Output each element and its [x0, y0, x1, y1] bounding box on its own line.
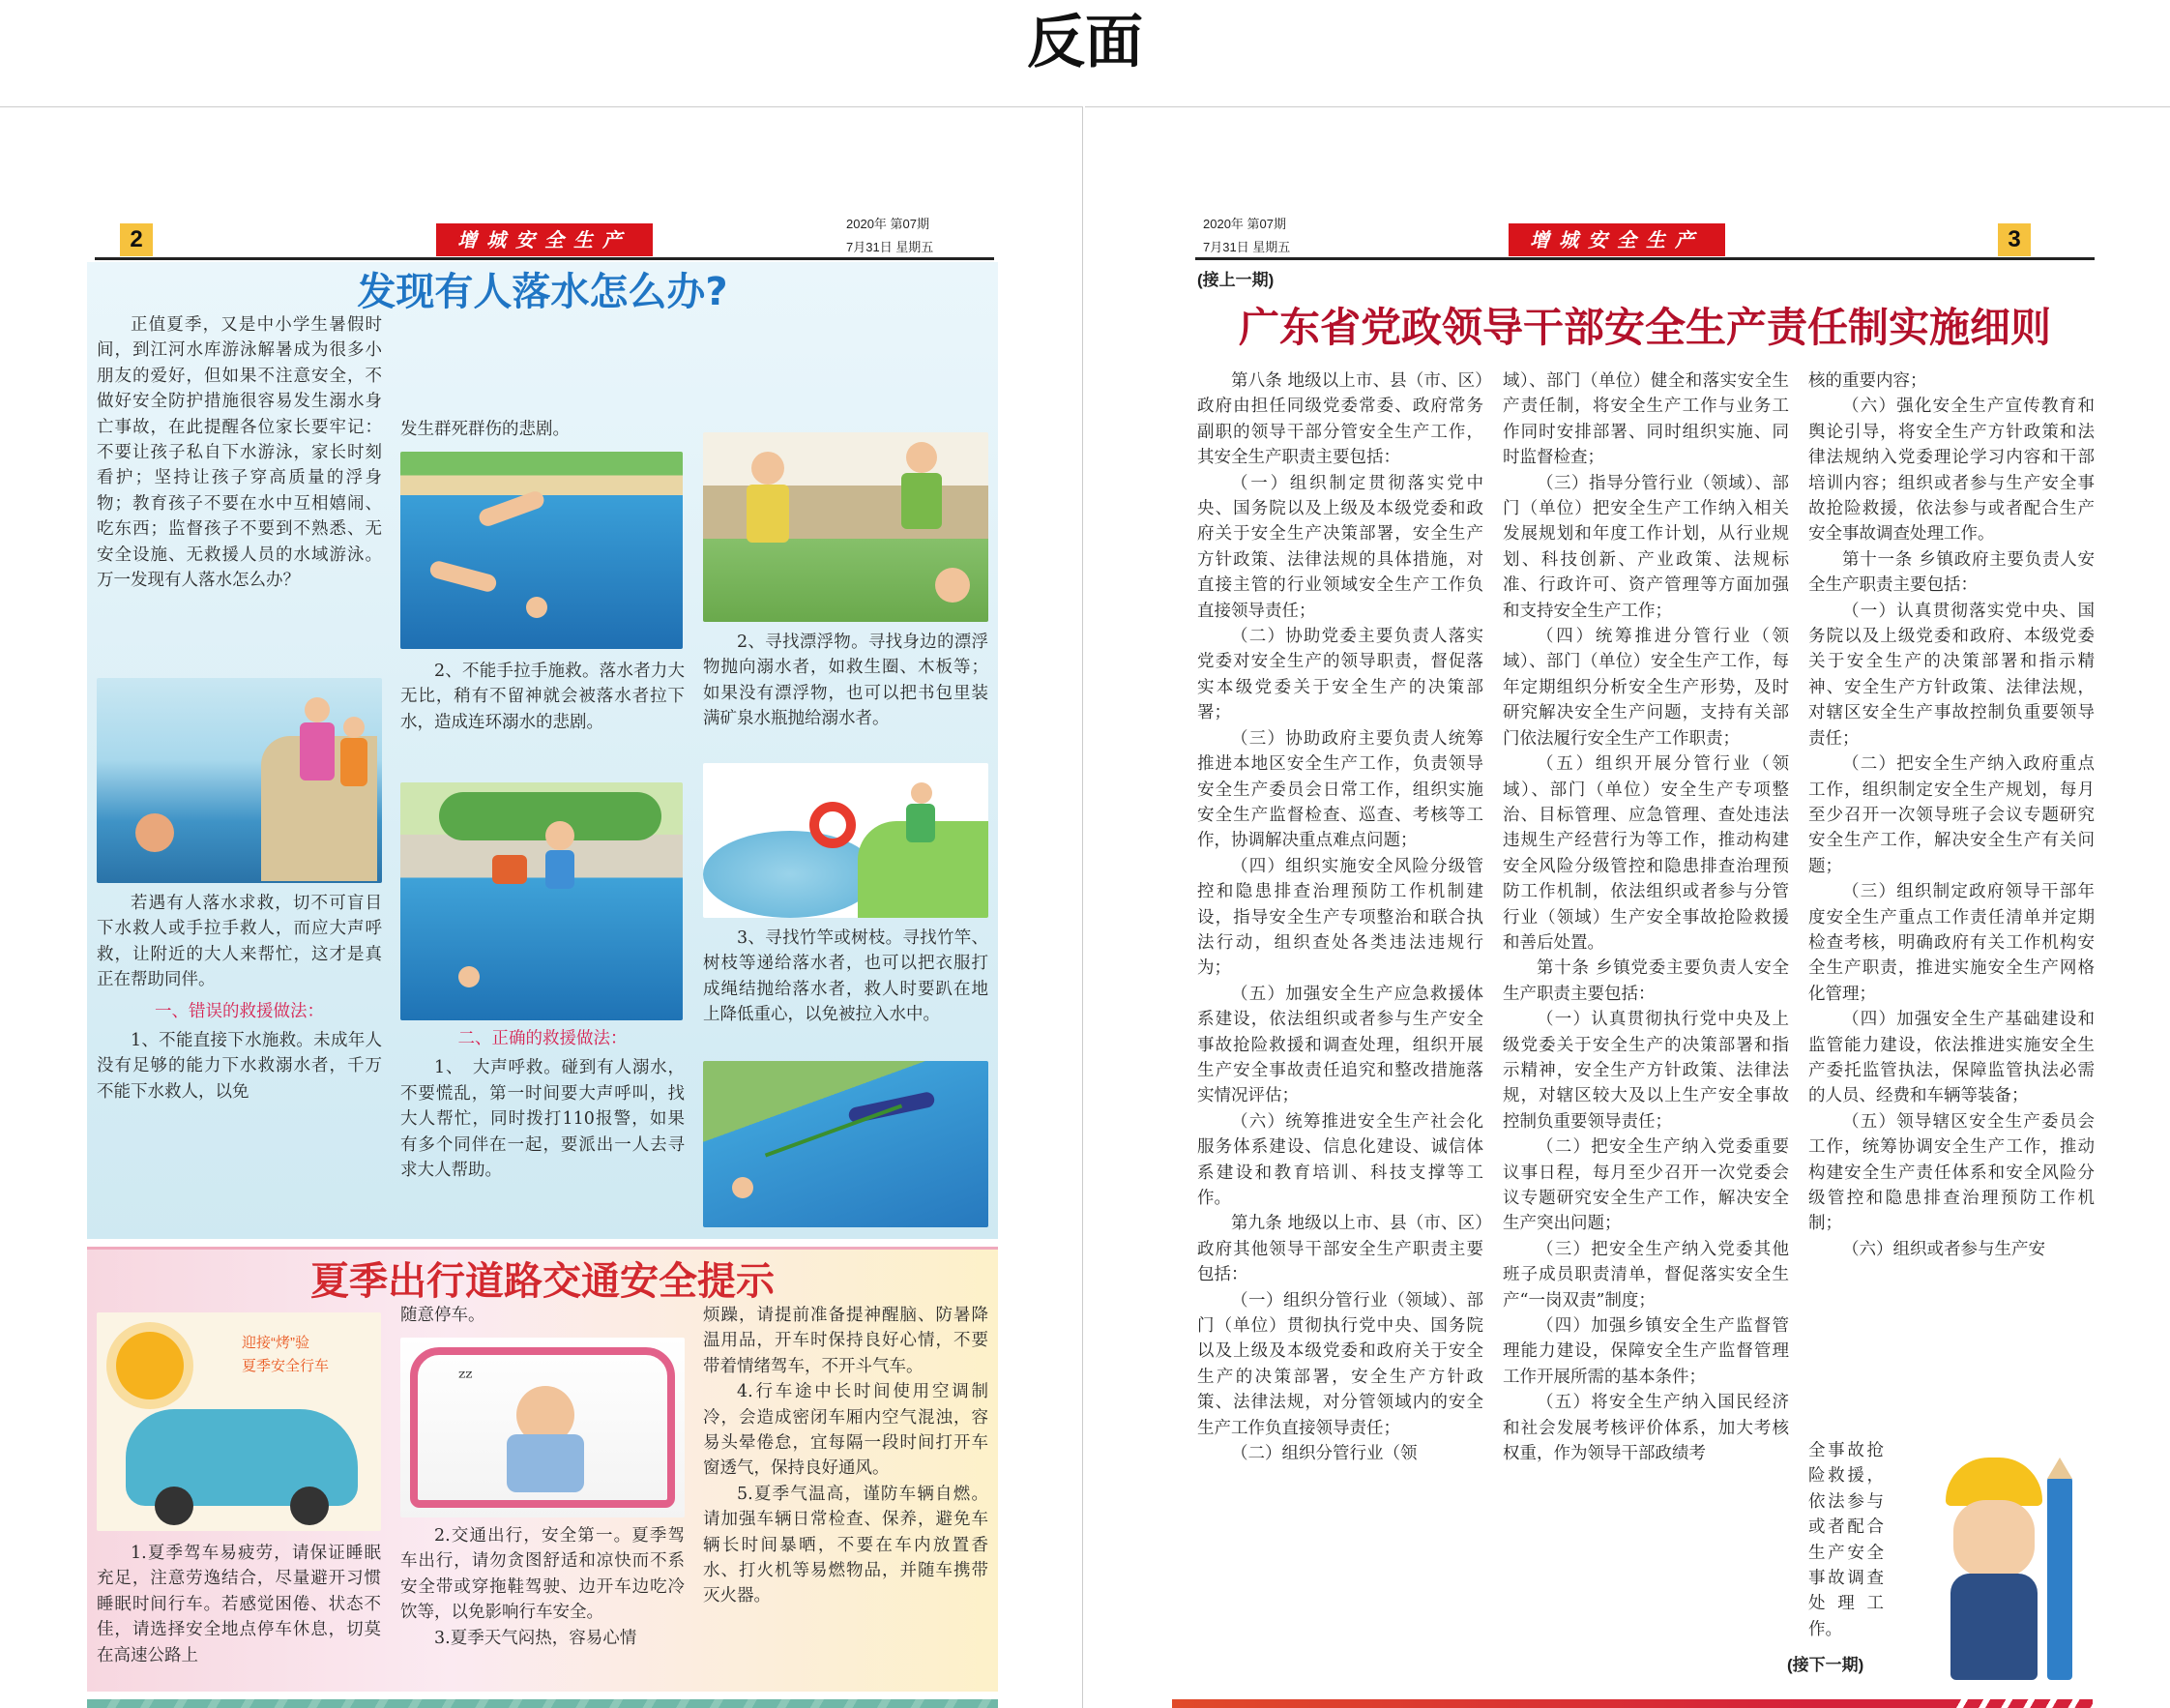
drowning-column-3-mid	[703, 630, 988, 732]
article-10-item-3: （三）把安全生产纳入党委其他班子成员职责清单，督促落实安全生产“一岗双责”制度；	[1503, 1239, 1789, 1310]
regulation-title: 广东省党政领导干部安全生产责任制实施细则	[1238, 304, 2051, 351]
correct-methods-heading: 二、正确的救援做法：	[457, 1029, 628, 1048]
sun-icon	[116, 1332, 184, 1399]
illustration-chain-rescue	[400, 782, 683, 1020]
page-number-badge: 3	[1998, 223, 2031, 256]
article-9-item-4: （四）统筹推进分管行业（领域）、部门（单位）安全生产工作，每年定期组织分析安全生产形势，及时研究解决安全生产问题，支持有关部门依法履行安全生产工作职责；	[1503, 627, 1789, 749]
page-heading: 反面	[1027, 9, 1143, 76]
article-9-item-2-cont: 域）、部门（单位）健全和落实安全生产责任制，将安全生产工作与业务工作同时安排部署、同时组织实施、同时监督检查；	[1503, 371, 1789, 468]
regulation-column-2	[1503, 368, 1789, 1466]
article-11-item-6: （六）组织或者参与生产安	[1842, 1239, 2045, 1259]
continued-from-note: (接上一期)	[1197, 271, 1275, 289]
footer-stripe	[87, 1699, 998, 1708]
article-10-heading: 第十条 乡镇党委主要负责人安全生产职责主要包括：	[1503, 958, 1789, 1004]
traffic-tip-3: 3.夏季天气闷热，容易心情	[434, 1628, 637, 1648]
illustration-pole-rescue	[703, 1061, 988, 1227]
article-10-item-6: （六）强化安全生产宣传教育和舆论引导，将安全生产方针政策和法律法规纳入党委理论学习内容和干部培训内容；组织或者参与生产安全事故抢险救援，依法参与或者配合生产安全事故调查处理工作。	[1808, 397, 2095, 545]
drowning-column-2-mid	[400, 659, 685, 735]
article-8-item-3: （三）协助政府主要负责人统筹推进本地区安全生产工作，负责领导安全生产委员会日常工作，组织实施安全生产监督检查、巡查、考核等工作，协调解决重点难点问题；	[1197, 728, 1483, 851]
illustration-drowsy-driver	[400, 1338, 685, 1517]
issue-number: 2020年 第07期	[1203, 217, 1286, 231]
intro-paragraph: 正值夏季，又是中小学生暑假时间，到江河水库游泳解暑成为很多小朋友的爱好，但如果不注意安全，不做好安全防护措施很容易发生溺水身亡事故，在此提醒各位家长要牢记：不要让孩子私自下水游泳，家长时刻看护；坚持让孩子穿高质量的浮身物；教育孩子不要在水中互相嬉闹、吃东西；监督孩子不要到不熟悉、无安全设施、无救援人员的水域游泳。万一发现有人落水怎么办？	[97, 315, 382, 591]
wrong-methods-heading: 一、错误的救援做法：	[155, 1001, 324, 1021]
header-rule	[1195, 257, 2095, 260]
drowning-column-1-lower	[97, 891, 382, 1104]
article-8-item-1: （一）组织制定贯彻落实党中央、国务院以及上级及本级党委和政府关于安全生产决策部署，安全生产方针政策、法律法规的具体措施，对直接主管的行业领域安全生产工作负直接领导责任；	[1197, 473, 1483, 621]
drowning-column-2-lower	[400, 1026, 685, 1183]
wrong-method-1: 1、不能直接下水施救。未成年人没有足够的能力下水救溺水者，千万不能下水救人，以免	[97, 1031, 382, 1102]
article-11-item-5: （五）领导辖区安全生产委员会工作，统筹协调安全生产工作，推动构建安全生产责任体系和安全风险分级管控和隐患排查治理预防工作机制；	[1808, 1111, 2095, 1234]
article-8-item-5: （五）加强安全生产应急救援体系建设，依法组织或者参与生产安全事故抢险救援和调查处理，组织开展生产安全事故责任追究和整改措施落实情况评估；	[1197, 984, 1483, 1106]
masthead-banner: 增城安全生产	[1509, 223, 1725, 256]
traffic-column-2-top	[400, 1303, 685, 1328]
article-10-item-4: （四）加强乡镇安全生产监督管理能力建设，保障安全生产监督管理工作开展所需的基本条件；	[1503, 1316, 1789, 1387]
poster-slogan-line1: 迎接“烤”验	[242, 1335, 309, 1351]
masthead-banner: 增城安全生产	[436, 223, 653, 256]
pencil-icon	[2047, 1477, 2072, 1680]
article-8-heading: 第八条 地级以上市、县（市、区）政府由担任同级党委常委、政府常务副职的领导干部分管安全生产工作，其安全生产职责主要包括：	[1197, 371, 1483, 468]
left-newspaper-page	[0, 106, 1083, 1708]
safety-mascot-illustration	[1907, 1458, 2081, 1690]
traffic-tip-1-cont: 随意停车。	[400, 1306, 485, 1325]
traffic-tip-4: 4.行车途中长时间使用空调制冷，会造成密闭车厢内空气混浊，容易头晕倦怠，宜每隔一段时间打开车窗透气，保持良好通风。	[703, 1382, 988, 1479]
issue-number: 2020年 第07期	[846, 217, 929, 231]
article-8-item-4: （四）组织实施安全风险分级管控和隐患排查治理预防工作机制建设，指导安全生产专项整治和联合执法行动，组织查处各类违法违规行为；	[1197, 856, 1483, 979]
traffic-tip-3-cont: 烦躁，请提前准备提神醒脑、防暑降温用品，开车时保持良好心情，不要带着情绪驾车，不开斗气车。	[703, 1306, 988, 1376]
article-9-item-5: （五）组织开展分管行业（领域）、部门（单位）安全生产专项整治、目标管理、应急管理、查处违法违规生产经营行为等工作，推动构建安全风险分级管控和隐患排查治理预防工作机制，依法组织或者参与分管行业（领域）生产安全事故抢险救援和善后处置。	[1503, 754, 1789, 953]
illustration-children-at-riverbank	[703, 432, 988, 622]
issue-date: 7月31日 星期五	[846, 240, 934, 254]
issue-date: 7月31日 星期五	[1203, 240, 1291, 254]
correct-method-1: 1、 大声呼救。碰到有人溺水，不要慌乱，第一时间要大声呼叫，找大人帮忙，同时拨打110报警，如果有多个同伴在一起，要派出一人去寻求大人帮助。	[400, 1058, 685, 1181]
wrong-method-1-cont: 发生群死群伤的悲剧。	[400, 420, 570, 439]
wrong-method-2: 2、不能手拉手施救。落水者力大无比，稍有不留神就会被落水者拉下水，造成连环溺水的悲剧。	[400, 662, 685, 732]
article-9-item-1: （一）组织分管行业（领域）、部门（单位）贯彻执行党中央、国务院以及上级及本级党委和政府关于安全生产的决策部署，安全生产方针政策、法律法规，对分管领域内的安全生产工作负直接领导责任；	[1197, 1290, 1483, 1438]
article-11-item-4: （四）加强安全生产基础建设和监管能力建设，依法推进实施安全生产委托监管执法，保障监管执法必需的人员、经费和车辆等装备；	[1808, 1010, 2095, 1106]
article-9-item-2: （二）组织分管行业（领	[1231, 1444, 1418, 1464]
traffic-column-3	[703, 1303, 988, 1609]
correct-method-3: 3、寻找竹竿或树枝。寻找竹竿、树枝等递给落水者，也可以把衣服打成绳结抛给落水者，救人时要趴在地上降低重心，以免被拉入水中。	[703, 928, 988, 1025]
traffic-tip-1: 1.夏季驾车易疲劳，请保证睡眠充足，注意劳逸结合，尽量避开习惯睡眠时间行车。若感觉困倦、状态不佳，请选择安全地点停车休息，切莫在高速公路上	[97, 1544, 381, 1665]
article-8-item-6: （六）统筹推进安全生产社会化服务体系建设、信息化建设、诚信体系建设和教育培训、科技支撑等工作。	[1197, 1111, 1483, 1208]
regulation-column-3-tail	[1808, 1438, 1884, 1642]
article-10-item-2: （二）把安全生产纳入党委重要议事日程，每月至少召开一次党委会议专题研究安全生产工作，解决安全生产突出问题；	[1503, 1137, 1789, 1234]
header-rule	[95, 257, 994, 260]
right-newspaper-page	[1085, 106, 2170, 1708]
poster-slogan-line2: 夏季安全行车	[242, 1358, 330, 1374]
article-title-traffic: 夏季出行道路交通安全提示	[310, 1259, 775, 1304]
correct-method-2: 2、寻找漂浮物。寻找身边的漂浮物抛向溺水者，如救生圈、木板等；如果没有漂浮物，也可以把书包里装满矿泉水瓶抛给溺水者。	[703, 633, 988, 729]
hard-hat-icon	[1946, 1458, 2042, 1506]
article-11-item-2: （二）把安全生产纳入政府重点工作，组织制定安全生产规划，每月至少召开一次领导班子会议专题研究安全生产工作，解决安全生产有关问题；	[1808, 754, 2095, 876]
drowning-column-3-lower	[703, 926, 988, 1028]
article-10-item-5-cont: 核的重要内容；	[1808, 371, 1927, 391]
traffic-column-1	[97, 1541, 381, 1668]
warning-paragraph: 若遇有人落水求救，切不可盲目下水救人或手拉手救人，而应大声呼救，让附近的大人来帮忙，这才是真正在帮助同伴。	[97, 894, 382, 990]
sleep-zzz-icon: ᶻᶻ	[458, 1367, 473, 1391]
article-11-item-6-cont: 全事故抢险救援，依法参与或者配合生产安全事故调查处理工作。	[1808, 1441, 1884, 1639]
article-10-item-5: （五）将安全生产纳入国民经济和社会发展考核评价体系，加大考核权重，作为领导干部政绩考	[1503, 1393, 1789, 1464]
illustration-throwing-lifebuoy	[703, 763, 988, 918]
regulation-column-1	[1197, 368, 1483, 1466]
regulation-column-3	[1808, 368, 2095, 1262]
illustration-child-drowning	[97, 678, 382, 883]
article-11-item-3: （三）组织制定政府领导干部年度安全生产重点工作责任清单并定期检查考核，明确政府有关工作机构安全生产职责，推进实施安全生产网格化管理；	[1808, 882, 2095, 1004]
page-number-badge: 2	[120, 223, 153, 256]
article-9-heading: 第九条 地级以上市、县（市、区）政府其他领导干部安全生产职责主要包括：	[1197, 1214, 1483, 1285]
article-10-item-1: （一）认真贯彻执行党中央及上级党委关于安全生产的决策部署和指示精神，安全生产方针政策、法律法规，对辖区较大及以上生产安全事故控制负重要领导责任；	[1503, 1010, 1789, 1132]
traffic-tip-5: 5.夏季气温高，谨防车辆自燃。请加强车辆日常检查、保养，避免车辆长时间暴晒，不要在车内放置香水、打火机等易燃物品，并随车携带灭火器。	[703, 1484, 988, 1606]
article-11-item-1: （一）认真贯彻落实党中央、国务院以及上级党委和政府、本级党委关于安全生产的决策部署和指示精神、安全生产方针政策、法律法规，对辖区安全生产事故控制负重要领导责任；	[1808, 601, 2095, 749]
article-11-heading: 第十一条 乡镇政府主要负责人安全生产职责主要包括：	[1808, 549, 2095, 596]
drowning-column-1	[97, 312, 382, 593]
illustration-sun-and-car	[97, 1312, 381, 1531]
article-8-item-2: （二）协助党委主要负责人落实党委对安全生产的领导职责，督促落实本级党委关于安全生产的决策部署；	[1197, 627, 1483, 723]
continued-to-note: (接下一期)	[1787, 1656, 1864, 1674]
article-9-item-3: （三）指导分管行业（领域）、部门（单位）把安全生产工作纳入相关发展规划和年度工作计划，从行业规划、科技创新、产业政策、法规标准、行政许可、资产管理等方面加强和支持安全生产工作；	[1503, 473, 1789, 621]
article-title-drowning: 发现有人落水怎么办?	[357, 270, 728, 314]
traffic-column-2-lower	[400, 1523, 685, 1651]
traffic-tip-2: 2.交通出行，安全第一。夏季驾车出行，请勿贪图舒适和凉快而不系安全带或穿拖鞋驾驶、边开车边吃冷饮等，以免影响行车安全。	[400, 1526, 685, 1623]
illustration-hand-in-hand-rescue	[400, 452, 683, 649]
drowning-column-2-top	[400, 417, 685, 442]
